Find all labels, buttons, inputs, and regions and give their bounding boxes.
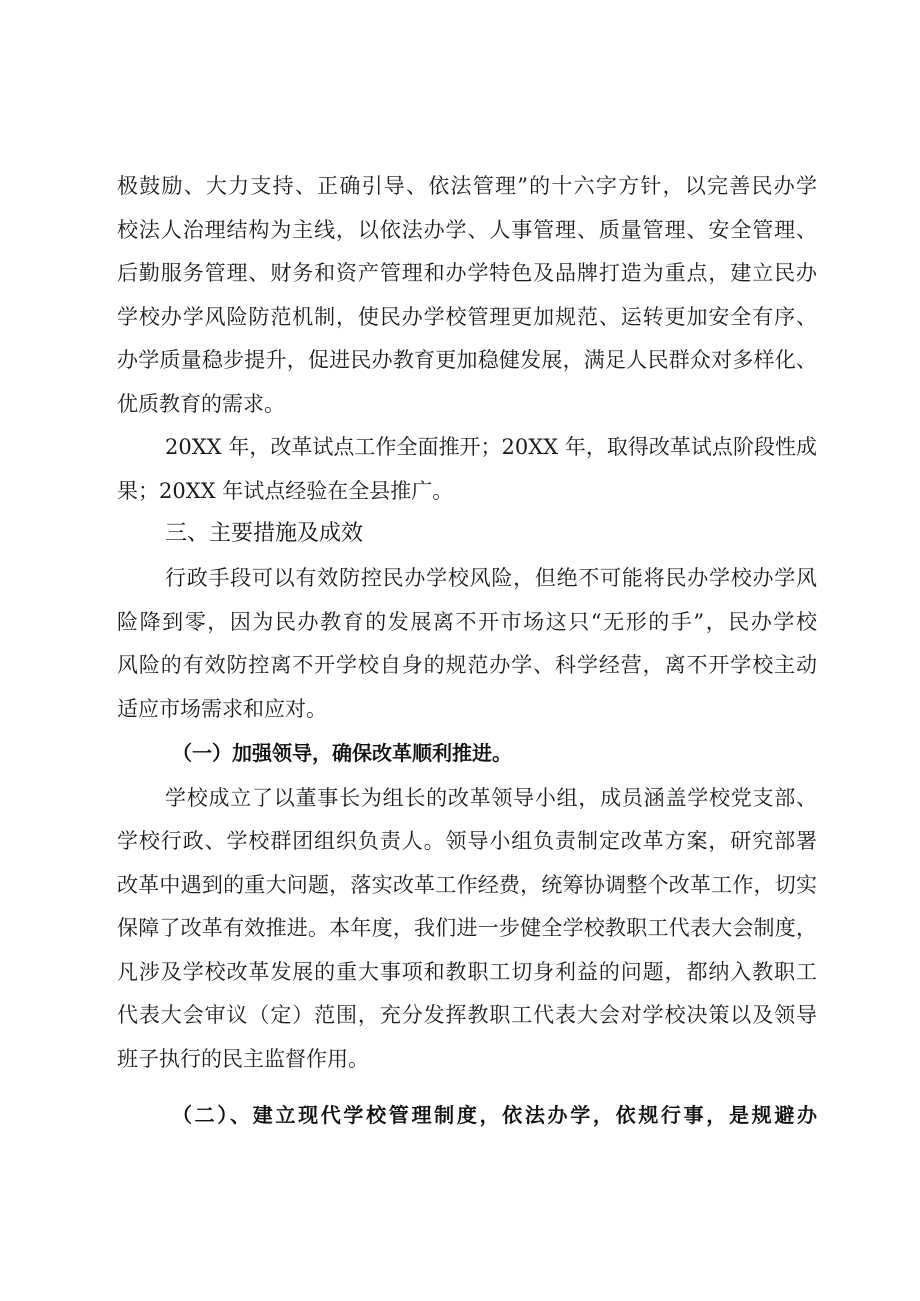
paragraph-4-line-7: 班子执行的民主监督作用。 <box>117 1047 369 1071</box>
section-heading: 三、主要措施及成效 <box>165 521 364 546</box>
paragraph-1-line-2: 校法人治理结构为主线，以依法办学、人事管理、质量管理、安全管理、 <box>117 218 817 242</box>
paragraph-1-line-6: 优质教育的需求。 <box>117 392 285 416</box>
paragraph-1-line-4: 学校办学风险防范机制，使民办学校管理更加规范、运转更加安全有序、 <box>117 305 817 329</box>
paragraph-2-line-2: 果；20XX 年试点经验在全县推广。 <box>117 479 454 503</box>
paragraph-3-line-3: 风险的有效防控离不开学校自身的规范办学、科学经营，离不开学校主动 <box>117 653 817 677</box>
paragraph-2-line-1: 20XX 年，改革试点工作全面推开；20XX 年，取得改革试点阶段性成 <box>165 435 817 459</box>
paragraph-4-line-4: 保障了改革有效推进。本年度，我们进一步健全学校教职工代表大会制度， <box>117 916 817 940</box>
paragraph-4-line-3: 改革中遇到的重大问题，落实改革工作经费，统筹协调整个改革工作，切实 <box>117 873 817 897</box>
paragraph-4-line-5: 凡涉及学校改革发展的重大事项和教职工切身利益的问题，都纳入教职工 <box>117 960 817 984</box>
paragraph-3-line-2: 险降到零，因为民办教育的发展离不开市场这只“无形的手”，民办学校 <box>117 610 817 634</box>
paragraph-3-line-1: 行政手段可以有效防控民办学校风险，但绝不可能将民办学校办学风 <box>165 566 817 590</box>
subheading-2: （二）、建立现代学校管理制度，依法办学，依规行事，是规避办 <box>172 1103 817 1127</box>
paragraph-4-line-2: 学校行政、学校群团组织负责人。领导小组负责制定改革方案，研究部署 <box>117 829 817 853</box>
paragraph-4-line-1: 学校成立了以董事长为组长的改革领导小组，成员涵盖学校党支部、 <box>165 786 817 810</box>
paragraph-3-line-4: 适应市场需求和应对。 <box>117 697 327 721</box>
paragraph-4-line-6: 代表大会审议（定）范围，充分发挥教职工代表大会对学校决策以及领导 <box>117 1003 817 1027</box>
subheading-1: （一）加强领导，确保改革顺利推进。 <box>172 741 512 765</box>
paragraph-1-line-1: 极鼓励、大力支持、正确引导、依法管理”的十六字方针，以完善民办学 <box>117 174 817 198</box>
paragraph-1-line-5: 办学质量稳步提升，促进民办教育更加稳健发展，满足人民群众对多样化、 <box>117 348 817 372</box>
paragraph-1-line-3: 后勤服务管理、财务和资产管理和办学特色及品牌打造为重点，建立民办 <box>117 261 817 285</box>
